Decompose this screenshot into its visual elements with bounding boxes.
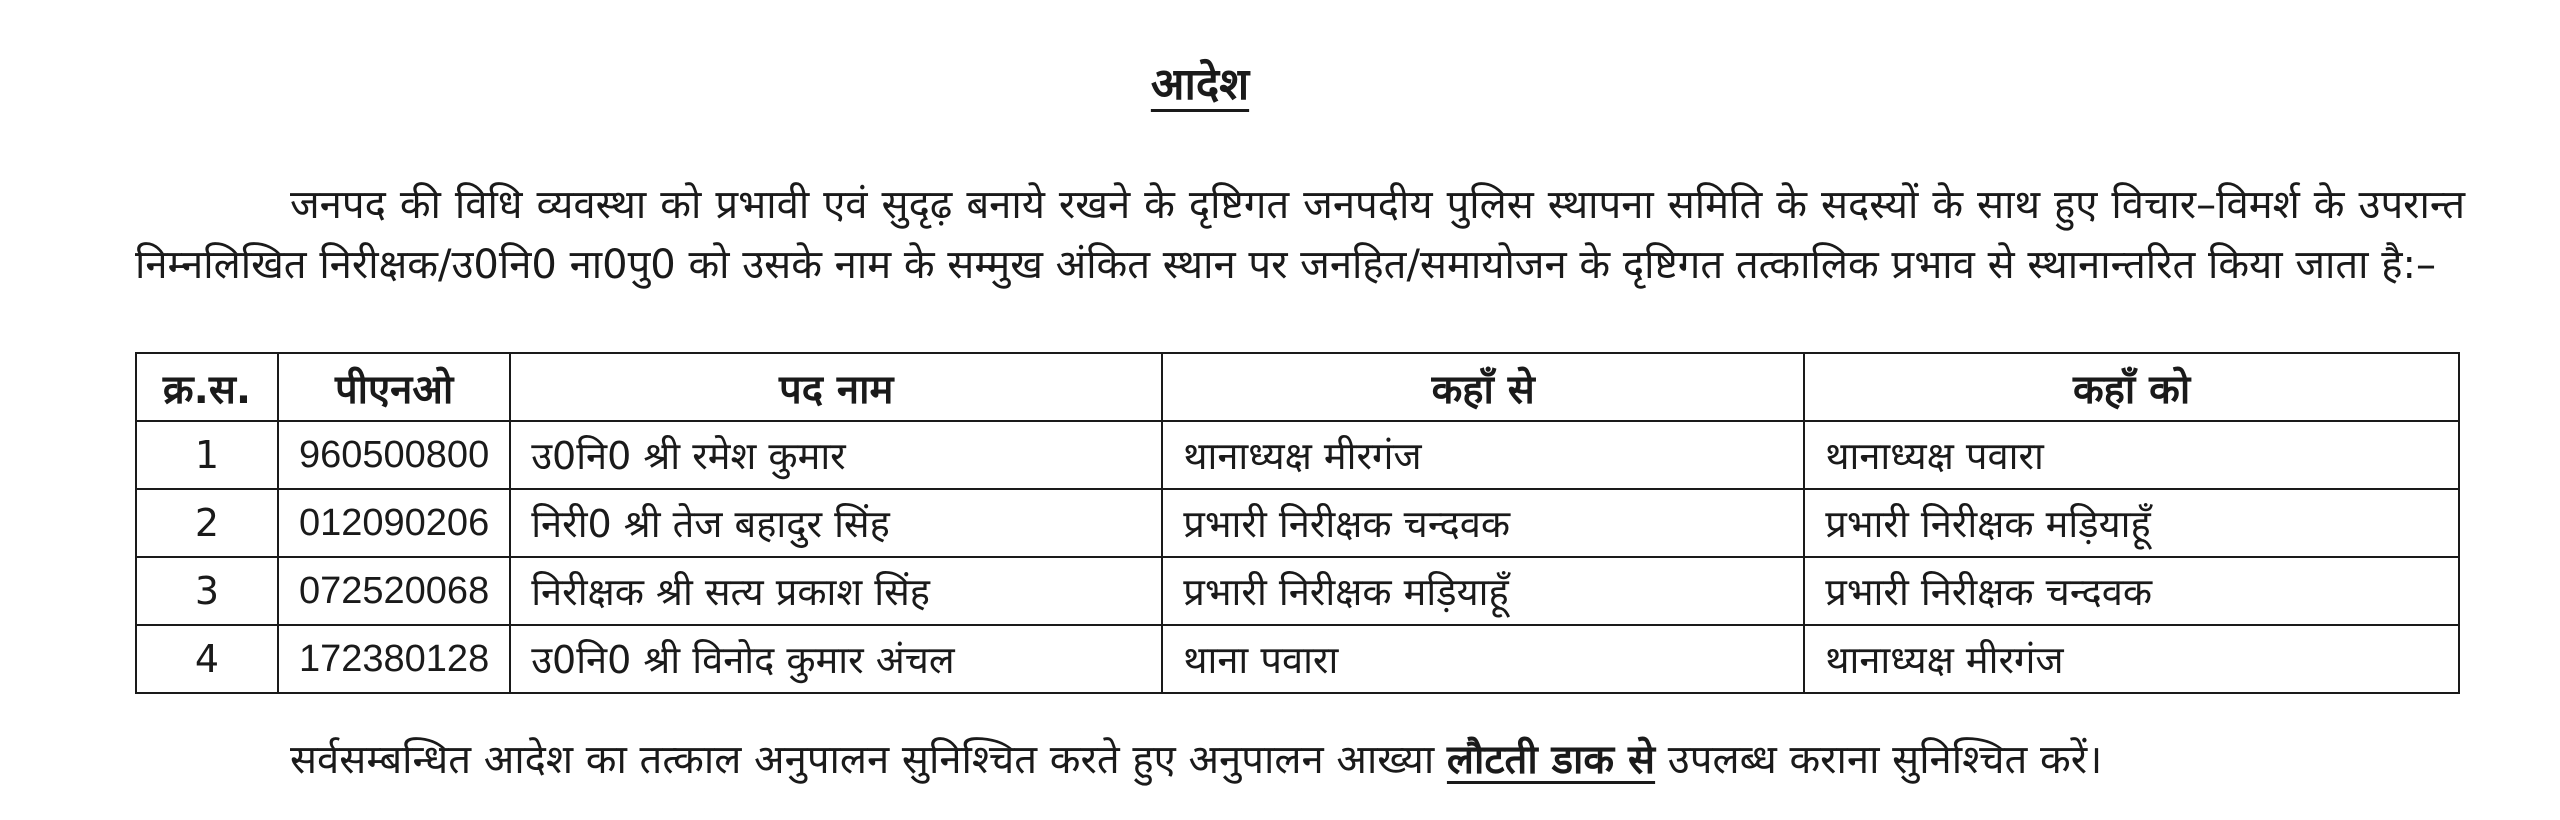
cell-pno: 012090206	[278, 489, 510, 557]
transfer-table-body	[136, 421, 2459, 693]
cell-to: थानाध्यक्ष मीरगंज	[1804, 625, 2459, 693]
header-name: पद नाम	[510, 353, 1162, 421]
footer-text-before: सर्वसम्बन्धित आदेश का तत्काल अनुपालन सुनिश्चित करते हुए अनुपालन आख्या	[290, 737, 1447, 783]
document-title	[0, 52, 2400, 112]
table-row	[136, 557, 2459, 625]
cell-from: थानाध्यक्ष मीरगंज	[1162, 421, 1804, 489]
header-to: कहाँ को	[1804, 353, 2459, 421]
transfer-table	[135, 352, 2460, 694]
header-pno: पीएनओ	[278, 353, 510, 421]
cell-name: उ0नि0 श्री रमेश कुमार	[510, 421, 1162, 489]
cell-serial: 4	[136, 625, 278, 693]
cell-from: प्रभारी निरीक्षक चन्दवक	[1162, 489, 1804, 557]
footer-text-after: उपलब्ध कराना सुनिश्चित करें।	[1655, 737, 2103, 783]
table-row	[136, 625, 2459, 693]
cell-to: प्रभारी निरीक्षक चन्दवक	[1804, 557, 2459, 625]
header-row	[136, 353, 2459, 421]
header-serial: क्र.स.	[136, 353, 278, 421]
cell-name: निरीक्षक श्री सत्य प्रकाश सिंह	[510, 557, 1162, 625]
cell-to: थानाध्यक्ष पवारा	[1804, 421, 2459, 489]
cell-serial: 3	[136, 557, 278, 625]
transfer-table-header	[136, 353, 2459, 421]
cell-pno: 072520068	[278, 557, 510, 625]
cell-serial: 2	[136, 489, 278, 557]
cell-name: निरी0 श्री तेज बहादुर सिंह	[510, 489, 1162, 557]
cell-pno: 172380128	[278, 625, 510, 693]
compliance-instruction	[290, 730, 2490, 790]
header-from: कहाँ से	[1162, 353, 1804, 421]
cell-serial: 1	[136, 421, 278, 489]
order-paragraph: जनपद की विधि व्यवस्था को प्रभावी एवं सुदृढ़ बनाये रखने के दृष्टिगत जनपदीय पुलिस स्थापना समिति के सदस्यों के साथ हुए विचार–विमर्श के उपरान्त निम्नलिखित निरीक्षक/उ0नि0 ना0पु0 को उसके नाम के सम्मुख अंकित स्थान पर जनहित/समायोजन के दृष्टिगत तत्कालिक प्रभाव से स्थानान्तरित किया जाता है:–	[135, 182, 2465, 288]
cell-from: थाना पवारा	[1162, 625, 1804, 693]
footer-emphasis: लौटती डाक से	[1446, 737, 1656, 783]
table-row	[136, 489, 2459, 557]
cell-pno: 960500800	[278, 421, 510, 489]
table-row	[136, 421, 2459, 489]
cell-to: प्रभारी निरीक्षक मड़ियाहूँ	[1804, 489, 2459, 557]
cell-name: उ0नि0 श्री विनोद कुमार अंचल	[510, 625, 1162, 693]
cell-from: प्रभारी निरीक्षक मड़ियाहूँ	[1162, 557, 1804, 625]
document-title-text: आदेश	[1150, 59, 1250, 110]
